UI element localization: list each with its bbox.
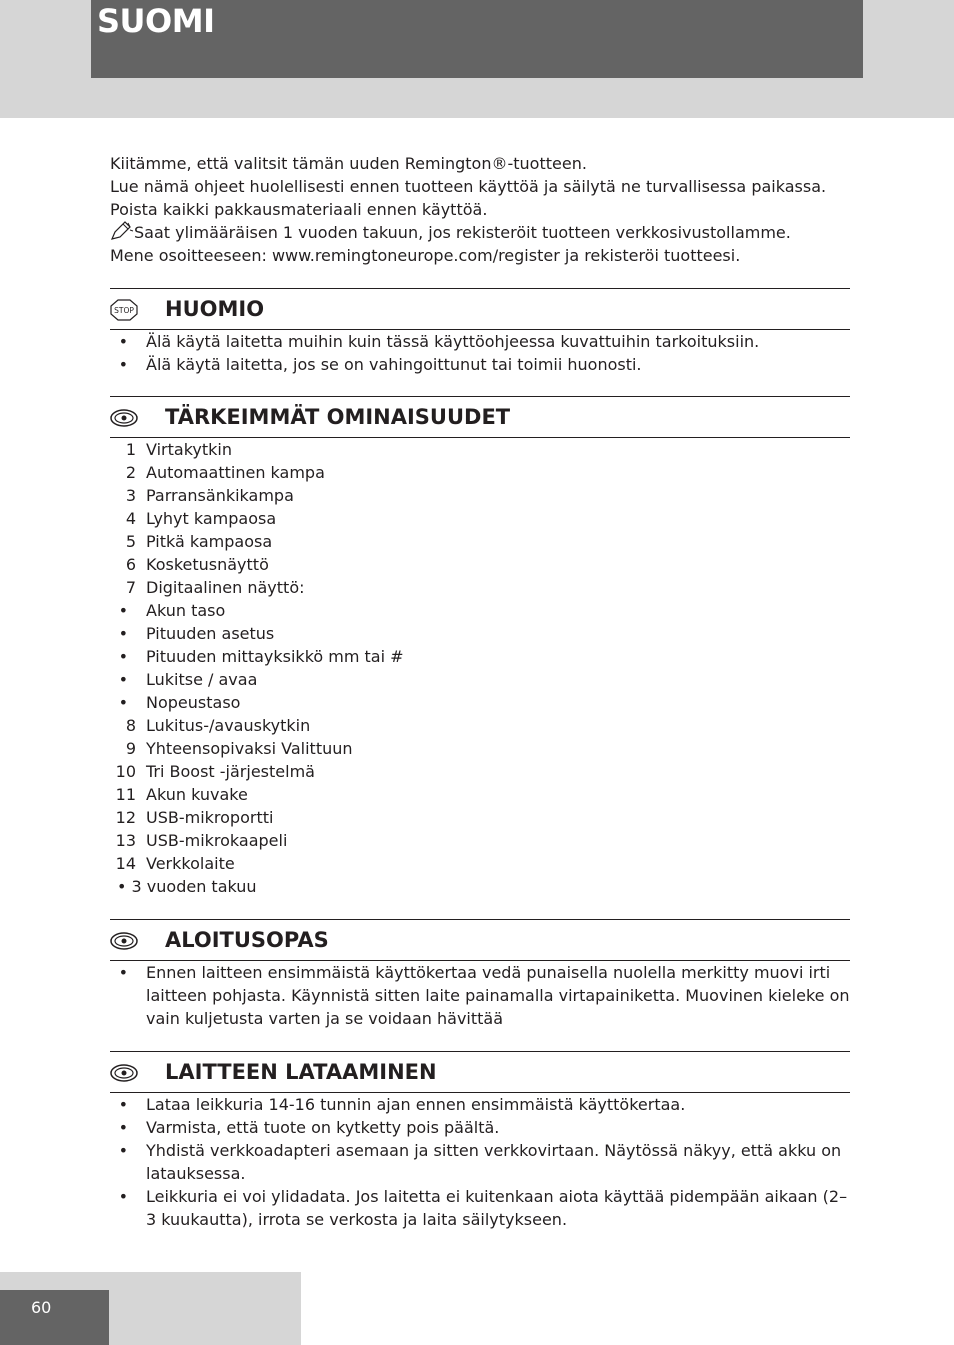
feature-item: • Lukitse / avaa bbox=[118, 670, 258, 689]
page-number-box bbox=[0, 1290, 109, 1345]
feature-item: 13 USB-mikrokaapeli bbox=[115, 831, 288, 850]
feature-item: • Pituuden mittayksikkö mm tai # bbox=[118, 647, 404, 666]
feature-item: • Akun taso bbox=[118, 601, 226, 620]
main-content bbox=[110, 152, 850, 1231]
intro-line-warranty: Saat ylimääräisen 1 vuoden takuun, jos rekisteröit tuotteen verkkosivustollamme. bbox=[110, 221, 850, 244]
register-pen-icon bbox=[110, 221, 134, 241]
start-list bbox=[110, 961, 850, 1030]
feature-item: 2 Automaattinen kampa bbox=[125, 463, 325, 482]
feature-item: 11 Akun kuvake bbox=[115, 785, 248, 804]
feature-item: 10 Tri Boost -järjestelmä bbox=[115, 762, 315, 781]
feature-item: 3 Parransänkikampa bbox=[125, 486, 294, 505]
section-huomio bbox=[110, 288, 850, 376]
language-title-box bbox=[91, 0, 863, 78]
list-item: • Lataa leikkuria 14-16 tunnin ajan ennen ensimmäistä käyttökertaa. bbox=[118, 1095, 686, 1114]
feature-item: • Nopeustaso bbox=[118, 693, 241, 712]
feature-item: 6 Kosketusnäyttö bbox=[125, 555, 269, 574]
feature-item: 4 Lyhyt kampaosa bbox=[125, 509, 277, 528]
section-title: TÄRKEIMMÄT OMINAISUUDET bbox=[165, 405, 511, 429]
feature-item: 12 USB-mikroportti bbox=[115, 808, 274, 827]
charging-list bbox=[110, 1093, 850, 1231]
feature-list bbox=[110, 438, 850, 875]
list-item: • Yhdistä verkkoadapteri asemaan ja sitten verkkovirtaan. Näytössä näkyy, että akku on latauksessa. bbox=[118, 1141, 842, 1183]
section-title: ALOITUSOPAS bbox=[165, 928, 329, 952]
section-header bbox=[110, 1051, 850, 1093]
feature-item: 8 Lukitus-/avauskytkin bbox=[125, 716, 311, 735]
intro-line: Mene osoitteeseen: www.remingtoneurope.com/register ja rekisteröi tuotteesi. bbox=[110, 246, 741, 265]
feature-item: 9 Yhteensopivaksi Valittuun bbox=[125, 739, 353, 758]
feature-item: 1 Virtakytkin bbox=[125, 440, 232, 459]
list-item: • Varmista, että tuote on kytketty pois päältä. bbox=[118, 1118, 500, 1137]
section-start bbox=[110, 919, 850, 1030]
intro-line: Kiitämme, että valitsit tämän uuden Remington®-tuotteen. bbox=[110, 154, 587, 173]
svg-text:STOP: STOP bbox=[114, 306, 134, 315]
warning-list bbox=[110, 330, 850, 376]
warranty-note: • 3 vuoden takuu bbox=[117, 877, 257, 896]
section-title: HUOMIO bbox=[165, 297, 265, 321]
section-header bbox=[110, 919, 850, 961]
page-title: SUOMI bbox=[97, 2, 215, 40]
eye-icon bbox=[110, 930, 138, 952]
list-item: • Älä käytä laitetta, jos se on vahingoittunut tai toimii huonosti. bbox=[118, 355, 642, 374]
section-features bbox=[110, 396, 850, 898]
stop-icon bbox=[110, 299, 138, 321]
feature-item: 5 Pitkä kampaosa bbox=[125, 532, 273, 551]
feature-item: 7 Digitaalinen näyttö: bbox=[125, 578, 305, 597]
section-charging bbox=[110, 1051, 850, 1231]
section-title: LAITTEEN LATAAMINEN bbox=[165, 1060, 437, 1084]
intro-line: Poista kaikki pakkausmateriaali ennen käyttöä. bbox=[110, 200, 488, 219]
intro-line: Lue nämä ohjeet huolellisesti ennen tuotteen käyttöä ja säilytä ne turvallisessa paikassa. bbox=[110, 177, 827, 196]
page-number: 60 bbox=[31, 1298, 52, 1317]
eye-icon bbox=[110, 1062, 138, 1084]
list-item: • Älä käytä laitetta muihin kuin tässä käyttöohjeessa kuvattuihin tarkoituksiin. bbox=[118, 332, 760, 351]
section-header bbox=[110, 396, 850, 438]
list-item: • Ennen laitteen ensimmäistä käyttökertaa vedä punaisella nuolella merkitty muovi irti laitteen pohjasta. Käynnistä sitten laite painamalla virtapainiketta. Muovinen kieleke on vain kuljetusta varten ja se voidaan hävittää bbox=[118, 963, 850, 1028]
section-header bbox=[110, 288, 850, 330]
intro-text bbox=[110, 152, 850, 267]
feature-item: 14 Verkkolaite bbox=[115, 854, 235, 873]
eye-icon bbox=[110, 407, 138, 429]
feature-item: • Pituuden asetus bbox=[118, 624, 275, 643]
list-item: • Leikkuria ei voi ylidadata. Jos laitetta ei kuitenkaan aiota käyttää pidempään aikaan (2–3 kuukautta), irrota se verkosta ja laita säilytykseen. bbox=[118, 1187, 848, 1229]
